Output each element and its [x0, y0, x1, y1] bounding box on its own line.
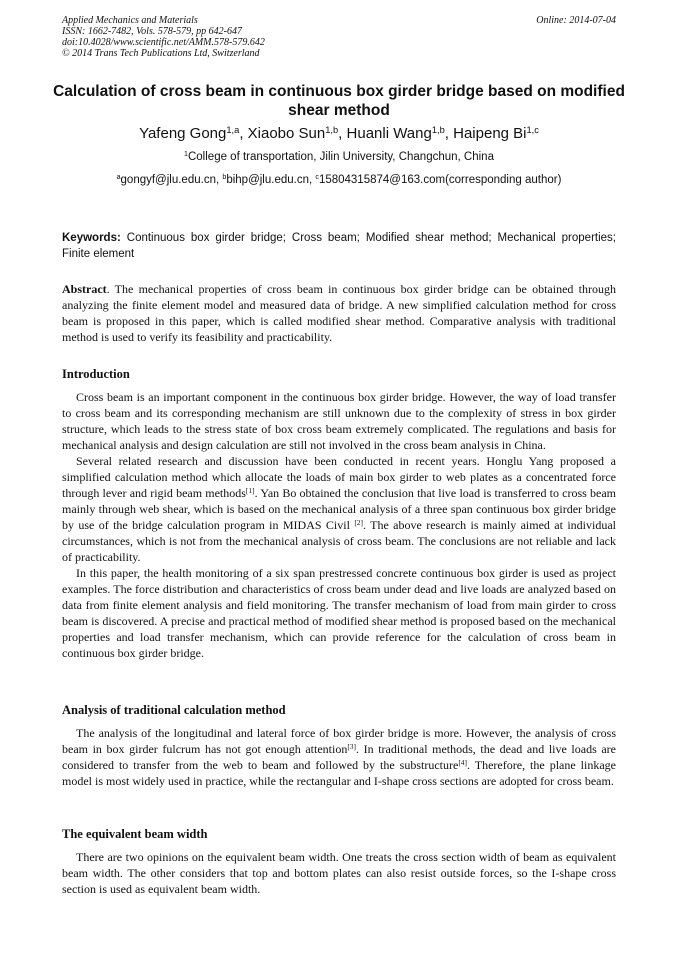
citation-ref[interactable]: [4]	[458, 757, 468, 767]
online-date: Online: 2014-07-04	[536, 15, 616, 26]
author-affiliation-mark: 1,a	[226, 124, 240, 135]
traditional-method-section	[62, 702, 616, 789]
equivalent-beam-width-section	[62, 826, 616, 897]
journal-header	[62, 15, 616, 59]
author-affiliation-mark: 1,b	[431, 124, 445, 135]
abstract-label: Abstract	[62, 282, 107, 296]
introduction-section	[62, 366, 616, 661]
paragraph: The analysis of the longitudinal and lateral force of box girder bridge is more. However, the analysis of cross beam in box girder fulcrum has not got enough attention[3]. In traditional methods, the dead and live loads are considered to transfer from the web to beam and followed by the substructure[4]. Therefore, the plane linkage model is most widely used in practice, while the rectangular and I-shape cross sections are adopted for cross beam.	[62, 726, 616, 788]
paragraph: Several related research and discussion have been conducted in recent years. Honglu Yang proposed a simplified calculation method which allocate the loads of main box girder to web plates as a concentrated force through lever and rigid beam methods[1]. Yan Bo obtained the conclusion that live load is transferred to cross beam mainly through web shear, which is based on the mechanical analysis of a three span continuous box girder bridge by use of the bridge calculation program in MIDAS Civil [2]. The above research is mainly aimed at individual circumstances, which is not from the mechanical analysis of cross beam. The conclusions are not reliable and lack of practicability.	[62, 454, 617, 564]
paragraph: In this paper, the health monitoring of a six span prestressed concrete continuous box girder is used as project examples. The force distribution and characteristics of cross beam under dead and live loads are analyzed based on data from finite element analysis and field monitoring. The transfer mechanism of load from main girder to cross beam is discovered. A precise and practical method of modified shear method is proposed based on the mechanical properties and load transfer mechanism, which can provide reference for the calculation of cross beam in continuous box girder bridge.	[62, 566, 616, 660]
email-link[interactable]: bihp@jlu.edu.cn,	[226, 174, 316, 186]
citation-ref[interactable]: [2]	[354, 517, 363, 527]
author-list: Yafeng Gong$^{1,a}$, Xiaobo Sun$^{1,b}$, Huanli Wang$^{1,b}$, Haipeng Bi$^{1,c}$	[139, 124, 539, 142]
paper-title: Calculation of cross beam in continuous box girder bridge based on modified shear method	[53, 83, 625, 119]
issn-line: ISSN: 1662-7482, Vols. 578-579, pp 642-647	[62, 26, 242, 37]
keywords-label: Keywords:	[62, 232, 121, 244]
author-name: Haipeng Bi	[453, 125, 527, 142]
author-emails: $^a$gongyf@jlu.edu.cn, $^b$bihp@jlu.edu.cn, $^c$15804315874@163.com(corresponding author)	[116, 173, 562, 186]
author-affiliation-mark: 1,c	[526, 124, 539, 135]
author-affiliation-mark: 1,b	[325, 124, 339, 135]
author-name: Huanli Wang	[346, 125, 432, 142]
paragraph: There are two opinions on the equivalent beam width. One treats the cross section width of beam as equivalent beam width. The other considers that top and bottom plates can also resist outside forces, so the I-shape cross section is used as equivalent beam width.	[62, 850, 616, 896]
copyright-line: © 2014 Trans Tech Publications Ltd, Switzerland	[62, 48, 260, 59]
affiliation-mark: 1	[184, 150, 188, 159]
email-link[interactable]: 15804315874@163.com(corresponding author)	[318, 174, 562, 186]
citation-ref[interactable]: [1]	[245, 485, 255, 495]
affiliation	[40, 150, 638, 165]
author-name: Yafeng Gong	[139, 125, 227, 142]
journal-name: Applied Mechanics and Materials	[62, 15, 198, 26]
citation-ref[interactable]: [3]	[347, 741, 357, 751]
paragraph: Cross beam is an important component in the continuous box girder bridge. However, the way of load transfer to cross beam and its corresponding mechanism are still unknown due to the complexity of stress in box girder structure, which leads to the stress state of box cross beam extremely complicated. The regulations and basis for mechanical analysis and design calculation are still not involved in the cross beam analysis in China.	[62, 390, 616, 452]
keywords	[62, 230, 616, 262]
email-link[interactable]: gongyf@jlu.edu.cn,	[120, 174, 223, 186]
abstract-text: . The mechanical properties of cross beam in continuous box girder bridge can be obtained through analyzing the finite element model and measured data of bridge. A new simplified calculation method for cross beam is proposed in this paper, which is called modified shear method. Comparative analysis with traditional method is used to verify its feasibility and practicability.	[62, 282, 616, 344]
section-heading: Introduction	[62, 367, 130, 381]
abstract	[62, 281, 616, 345]
section-heading: Analysis of traditional calculation method	[62, 703, 286, 717]
doi-line: doi:10.4028/www.scientific.net/AMM.578-579.642	[62, 37, 265, 48]
author-name: Xiaobo Sun	[247, 125, 326, 142]
keywords-text: Continuous box girder bridge; Cross beam; Modified shear method; Mechanical properties; Finite element	[62, 232, 616, 260]
section-heading: The equivalent beam width	[62, 827, 208, 841]
affiliation-text: College of transportation, Jilin University, Changchun, China	[187, 151, 494, 163]
